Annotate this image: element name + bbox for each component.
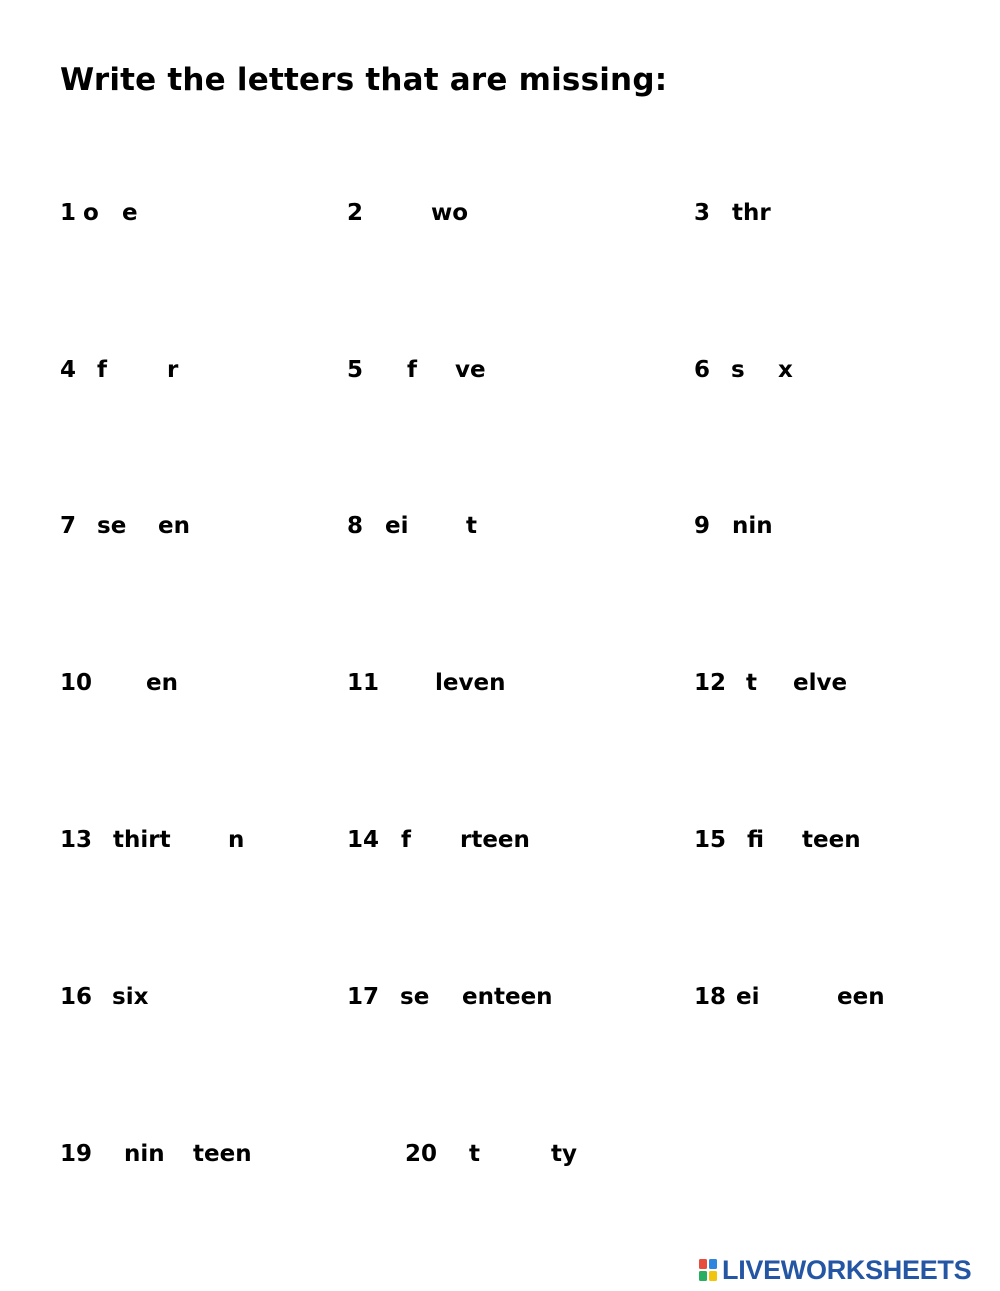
item-number: 2 [347, 200, 364, 226]
word-fragment: r [167, 357, 179, 383]
missing-letters-blank[interactable] [423, 355, 453, 385]
item-number: 4 [60, 357, 77, 383]
word-fragment: en [146, 670, 178, 696]
word-fragment: t [746, 670, 757, 696]
missing-letters-blank[interactable] [98, 668, 144, 698]
word-fragment: t [469, 1141, 480, 1167]
word-fragment: s [731, 357, 745, 383]
item-number: 9 [694, 513, 711, 539]
item-number: 16 [60, 984, 93, 1010]
missing-letters-blank[interactable] [133, 511, 157, 541]
liveworksheets-logo [698, 1252, 971, 1288]
item-number: 8 [347, 513, 364, 539]
word-fragment: elve [793, 670, 848, 696]
word-fragment: six [112, 984, 149, 1010]
missing-letters-blank[interactable] [436, 982, 460, 1012]
word-fragment: x [778, 357, 793, 383]
missing-letters-blank[interactable] [774, 511, 824, 541]
missing-letters-blank[interactable] [419, 825, 459, 855]
item-number: 17 [347, 984, 380, 1010]
word-fragment: se [400, 984, 430, 1010]
word-fragment: een [837, 984, 885, 1010]
item-number: 18 [694, 984, 727, 1010]
item-number: 11 [347, 670, 380, 696]
word-fragment: thirt [113, 827, 171, 853]
word-fragment: ei [736, 984, 760, 1010]
word-fragment: wo [431, 200, 469, 226]
missing-letters-blank[interactable] [764, 668, 792, 698]
word-fragment: en [158, 513, 190, 539]
item-number: 20 [405, 1141, 438, 1167]
word-fragment: ty [551, 1141, 577, 1167]
word-fragment: f [407, 357, 418, 383]
word-fragment: o [83, 200, 99, 226]
missing-letters-blank[interactable] [764, 982, 836, 1012]
word-fragment: t [466, 513, 477, 539]
item-number: 3 [694, 200, 711, 226]
missing-letters-blank[interactable] [168, 1139, 192, 1169]
word-fragment: fi [747, 827, 765, 853]
item-number: 5 [347, 357, 364, 383]
missing-letters-blank[interactable] [774, 198, 834, 228]
worksheet-title: Write the letters that are missing: [60, 62, 668, 98]
word-fragment: nin [732, 513, 773, 539]
word-fragment: f [401, 827, 412, 853]
word-fragment: se [97, 513, 127, 539]
item-number: 7 [60, 513, 77, 539]
item-number: 15 [694, 827, 727, 853]
missing-letters-blank[interactable] [371, 198, 429, 228]
missing-letters-blank[interactable] [749, 355, 776, 385]
item-number: 1 [60, 200, 77, 226]
item-number: 14 [347, 827, 380, 853]
word-fragment: rteen [460, 827, 530, 853]
missing-letters-blank[interactable] [116, 355, 166, 385]
missing-letters-blank[interactable] [180, 825, 226, 855]
item-number: 19 [60, 1141, 93, 1167]
word-fragment: teen [193, 1141, 252, 1167]
liveworksheets-logo-text: LIVEWORKSHEETS [722, 1254, 972, 1285]
item-number: 6 [694, 357, 711, 383]
word-fragment: leven [435, 670, 506, 696]
missing-letters-blank[interactable] [385, 668, 433, 698]
word-fragment: e [122, 200, 138, 226]
word-fragment: ei [385, 513, 409, 539]
word-fragment: teen [802, 827, 861, 853]
word-fragment: ve [455, 357, 486, 383]
word-fragment: nin [124, 1141, 165, 1167]
missing-letters-blank[interactable] [777, 825, 801, 855]
missing-letters-blank[interactable] [489, 1139, 549, 1169]
word-fragment: thr [732, 200, 771, 226]
word-fragment: enteen [462, 984, 553, 1010]
missing-letters-blank[interactable] [411, 511, 465, 541]
item-number: 10 [60, 670, 93, 696]
item-number: 12 [694, 670, 727, 696]
word-fragment: f [97, 357, 108, 383]
word-fragment: n [228, 827, 245, 853]
missing-letters-blank[interactable] [371, 355, 405, 385]
liveworksheets-logo-icon [698, 1258, 718, 1282]
item-number: 13 [60, 827, 93, 853]
